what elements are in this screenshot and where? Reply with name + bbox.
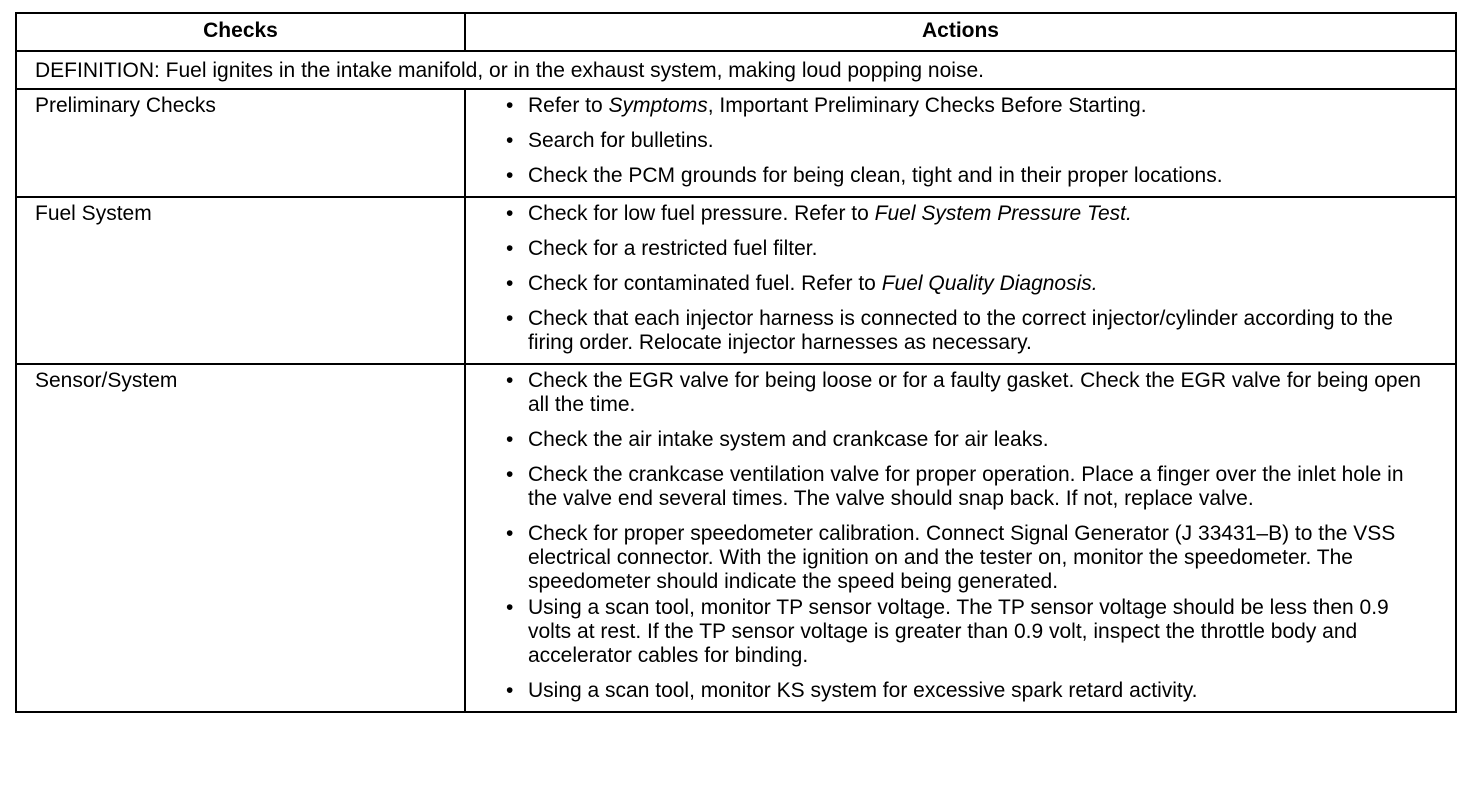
bullet-icon: •	[506, 164, 514, 187]
list-item	[506, 463, 1435, 511]
action-text: Check the air intake system and crankcase for air leaks.	[528, 428, 1049, 451]
table-row-fuel-system	[17, 196, 1455, 363]
header-checks: Checks	[17, 14, 466, 50]
list-item	[506, 94, 1435, 118]
action-reference: Symptoms	[608, 94, 708, 117]
header-actions: Actions	[921, 19, 999, 42]
list-item	[506, 272, 1435, 296]
action-reference: Fuel Quality Diagnosis.	[881, 272, 1098, 295]
list-item	[506, 428, 1435, 452]
list-item	[506, 522, 1435, 594]
list-item	[506, 237, 1435, 261]
check-label: Fuel System	[17, 198, 466, 363]
action-reference: Fuel System Pressure Test.	[874, 202, 1132, 225]
action-list	[506, 202, 1435, 355]
list-item	[506, 164, 1435, 188]
bullet-icon: •	[506, 307, 514, 330]
list-item	[506, 679, 1435, 703]
action-text: Check for a restricted fuel filter.	[528, 237, 818, 260]
actions-cell	[466, 198, 1455, 363]
actions-cell	[466, 90, 1455, 196]
bullet-icon: •	[506, 202, 514, 225]
bullet-icon: •	[506, 522, 514, 545]
action-text: Using a scan tool, monitor KS system for excessive spark retard activity.	[528, 679, 1198, 702]
list-item	[506, 369, 1435, 417]
action-text: Search for bulletins.	[528, 129, 714, 152]
check-label: Preliminary Checks	[17, 90, 466, 196]
bullet-icon: •	[506, 679, 514, 702]
table-header-row	[17, 14, 1455, 50]
action-text: Check the crankcase ventilation valve for proper operation. Place a finger over the inlet hole in the valve end several times. The valve should snap back. If not, replace valve.	[528, 463, 1404, 510]
bullet-icon: •	[506, 596, 514, 619]
list-item	[506, 202, 1435, 226]
action-text: , Important Preliminary Checks Before Starting.	[707, 94, 1147, 117]
actions-cell	[466, 365, 1455, 711]
action-text: Check for proper speedometer calibration. Connect Signal Generator (J 33431–B) to the VSS electrical connector. With the ignition on and the tester on, monitor the speedometer. The speedometer should indicate the speed being generated.	[528, 522, 1396, 593]
definition-row	[17, 50, 1455, 88]
action-text: Using a scan tool, monitor TP sensor voltage. The TP sensor voltage should be less then 0.9 volts at rest. If the TP sensor voltage is greater than 0.9 volt, inspect the throttle body and accelerator cables for binding.	[528, 596, 1389, 667]
action-text: Check the PCM grounds for being clean, tight and in their proper locations.	[528, 164, 1223, 187]
bullet-icon: •	[506, 428, 514, 451]
action-text: Check for low fuel pressure. Refer to	[528, 202, 875, 225]
bullet-icon: •	[506, 237, 514, 260]
bullet-icon: •	[506, 94, 514, 117]
bullet-icon: •	[506, 129, 514, 152]
diagnostic-table	[15, 12, 1457, 713]
check-label: Sensor/System	[17, 365, 466, 711]
list-item	[506, 596, 1435, 668]
action-text: Check the EGR valve for being loose or for a faulty gasket. Check the EGR valve for being open all the time.	[528, 369, 1421, 416]
action-list	[506, 369, 1435, 703]
table-row-sensor-system	[17, 363, 1455, 711]
bullet-icon: •	[506, 272, 514, 295]
action-text: Check for contaminated fuel. Refer to	[528, 272, 882, 295]
action-text: Refer to	[528, 94, 609, 117]
action-list	[506, 94, 1435, 188]
list-item	[506, 129, 1435, 153]
list-item	[506, 307, 1435, 355]
bullet-icon: •	[506, 463, 514, 486]
bullet-icon: •	[506, 369, 514, 392]
table-row-preliminary	[17, 88, 1455, 196]
action-text: Check that each injector harness is connected to the correct injector/cylinder according to the firing order. Relocate injector harnesses as necessary.	[528, 307, 1393, 354]
definition-text: DEFINITION: Fuel ignites in the intake manifold, or in the exhaust system, making loud popping noise.	[35, 59, 984, 82]
